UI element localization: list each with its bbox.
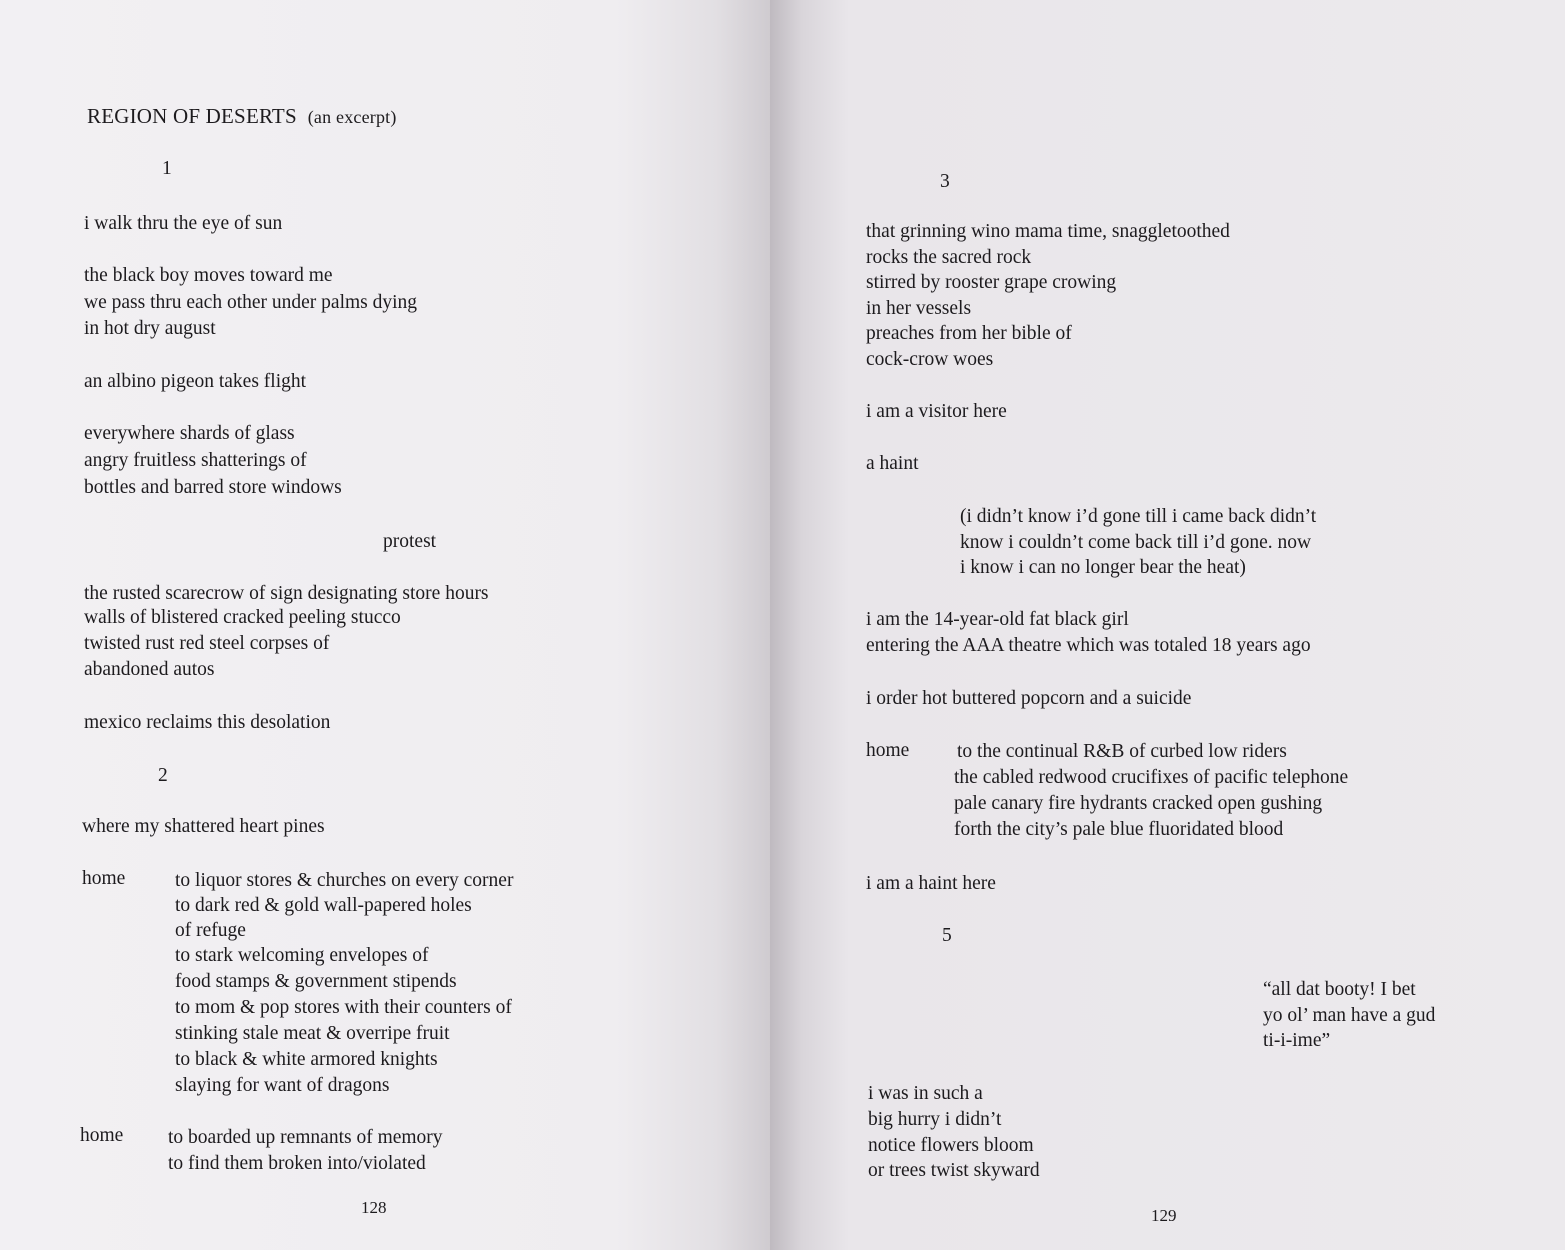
poem-line: home	[82, 868, 126, 889]
poem-line: big hurry i didn’t	[868, 1109, 1002, 1130]
poem-line: slaying for want of dragons	[175, 1075, 390, 1096]
poem-line: to black & white armored knights	[175, 1049, 438, 1070]
poem-line: a haint	[866, 453, 919, 474]
poem-line: food stamps & government stipends	[175, 971, 457, 992]
poem-line: forth the city’s pale blue fluoridated blood	[954, 819, 1284, 840]
poem-line: entering the AAA theatre which was totaled 18 years ago	[866, 635, 1311, 656]
poem-line: rocks the sacred rock	[866, 247, 1032, 268]
section-number: 3	[940, 171, 950, 192]
poem-line: pale canary fire hydrants cracked open gushing	[954, 793, 1323, 814]
poem-line: everywhere shards of glass	[84, 423, 295, 444]
poem-line: i was in such a	[868, 1083, 983, 1104]
poem-line: cock-crow woes	[866, 349, 994, 370]
poem-line: i order hot buttered popcorn and a suicide	[866, 688, 1192, 709]
poem-line: an albino pigeon takes flight	[84, 371, 307, 392]
poem-line: i know i can no longer bear the heat)	[960, 557, 1246, 578]
poem-line: or trees twist skyward	[868, 1160, 1040, 1181]
poem-line: i am the 14-year-old fat black girl	[866, 609, 1129, 630]
section-number: 5	[942, 925, 952, 946]
poem-line: mexico reclaims this desolation	[84, 712, 331, 733]
poem-line: to dark red & gold wall-papered holes	[175, 895, 472, 916]
poem-line: (i didn’t know i’d gone till i came back didn’t	[960, 506, 1317, 527]
quote-line: “all dat booty! I bet	[1263, 979, 1416, 1000]
section-number: 1	[162, 158, 172, 179]
poem-title	[87, 103, 397, 130]
poem-line: angry fruitless shatterings of	[84, 450, 307, 471]
poem-line: stinking stale meat & overripe fruit	[175, 1023, 450, 1044]
poem-line: where my shattered heart pines	[82, 816, 325, 837]
poem-line: to boarded up remnants of memory	[168, 1127, 443, 1148]
poem-line: the cabled redwood crucifixes of pacific telephone	[954, 767, 1349, 788]
page-number: 128	[361, 1198, 387, 1217]
right-page	[770, 0, 1565, 1250]
poem-line: i am a visitor here	[866, 401, 1007, 422]
quote-line: yo ol’ man have a gud	[1263, 1005, 1436, 1026]
poem-line: i walk thru the eye of sun	[84, 213, 283, 234]
poem-line: abandoned autos	[84, 659, 215, 680]
poem-line: in hot dry august	[84, 318, 216, 339]
poem-line: home	[866, 740, 910, 761]
poem-line: to mom & pop stores with their counters of	[175, 997, 512, 1018]
poem-line: protest	[383, 531, 437, 552]
poem-line: preaches from her bible of	[866, 323, 1072, 344]
poem-line: to liquor stores & churches on every corner	[175, 870, 514, 891]
section-number: 2	[158, 765, 168, 786]
poem-subtitle: (an excerpt)	[307, 107, 397, 127]
poem-line: of refuge	[175, 920, 246, 941]
poem-line: to the continual R&B of curbed low riders	[957, 741, 1287, 762]
poem-line: to stark welcoming envelopes of	[175, 945, 429, 966]
poem-line: we pass thru each other under palms dying	[84, 292, 418, 313]
page-number: 129	[1151, 1206, 1177, 1225]
poem-line: home	[80, 1125, 124, 1146]
poem-line: walls of blistered cracked peeling stucco	[84, 607, 401, 628]
poem-line: in her vessels	[866, 298, 972, 319]
poem-title-text: REGION OF DESERTS	[87, 104, 297, 128]
quote-line: ti-i-ime”	[1263, 1030, 1331, 1051]
poem-line: bottles and barred store windows	[84, 477, 342, 498]
left-page	[0, 0, 770, 1250]
poem-line: to find them broken into/violated	[168, 1153, 426, 1174]
poem-line: the rusted scarecrow of sign designating store hours	[84, 583, 489, 604]
poem-line: twisted rust red steel corpses of	[84, 633, 330, 654]
poem-line: i am a haint here	[866, 873, 996, 894]
poem-line: stirred by rooster grape crowing	[866, 272, 1117, 293]
poem-line: notice flowers bloom	[868, 1135, 1034, 1156]
poem-line: know i couldn’t come back till i’d gone. now	[960, 532, 1312, 553]
poem-line: that grinning wino mama time, snaggletoothed	[866, 221, 1230, 242]
poem-line: the black boy moves toward me	[84, 265, 333, 286]
